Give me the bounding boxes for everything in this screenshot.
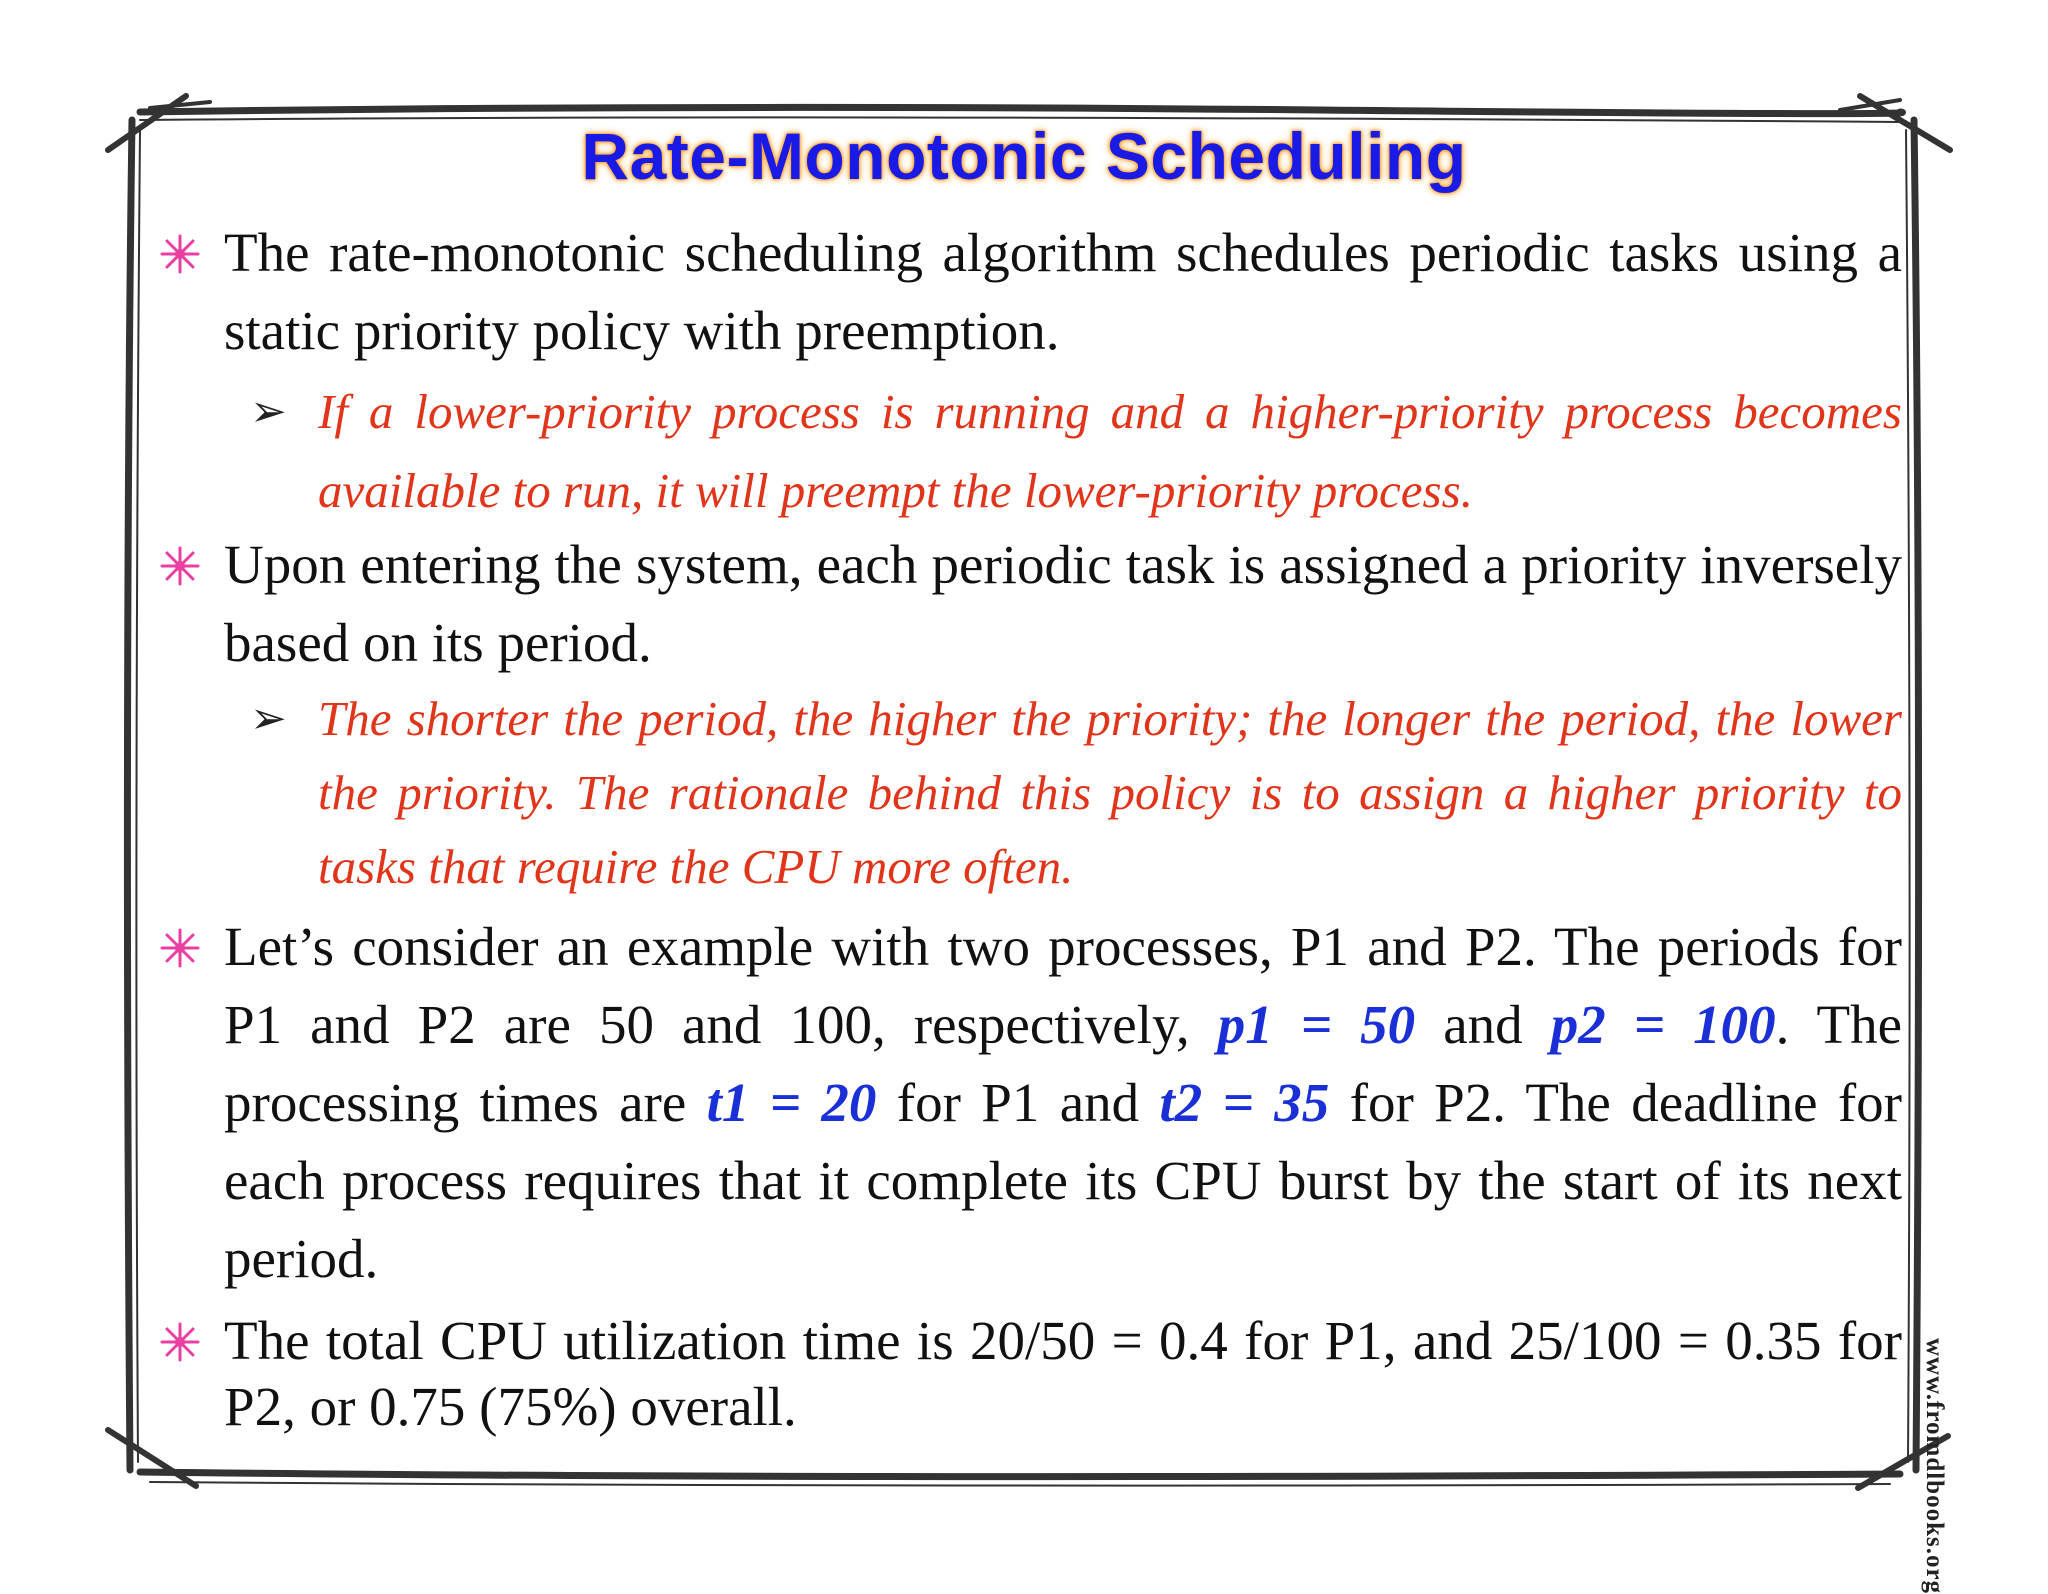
bullet-text: Upon entering the system, each periodic task is assigned a priority inversely based on its period. bbox=[224, 534, 1902, 673]
pink-snowflake-icon bbox=[158, 232, 202, 276]
bullet-text: The total CPU utilization time is 20/50 = 0.4 for P1, and 25/100 = 0.35 for P2, or 0.75 (75%) overall. bbox=[224, 1310, 1902, 1437]
highlight-p2: p2 = 100 bbox=[1550, 994, 1776, 1055]
pink-snowflake-icon bbox=[158, 926, 202, 970]
bullet-text: The rate-monotonic scheduling algorithm schedules periodic tasks using a static priority policy with preemption. bbox=[224, 222, 1902, 361]
bullet-item bbox=[158, 1308, 1902, 1440]
bullet-item bbox=[158, 908, 1902, 1298]
bullet-text-part: for P1 and bbox=[876, 1072, 1160, 1133]
bullet-text-part: and bbox=[1415, 994, 1551, 1055]
highlight-t1: t1 = 20 bbox=[706, 1072, 877, 1133]
watermark-text: www.fromdlbooks.org bbox=[1921, 1338, 1948, 1594]
pink-snowflake-icon bbox=[158, 1320, 202, 1364]
sub-bullet-item bbox=[158, 682, 1902, 904]
slide-content bbox=[158, 214, 1902, 1440]
arrow-right-icon: ➢ bbox=[250, 694, 287, 743]
highlight-p1: p1 = 50 bbox=[1217, 994, 1416, 1055]
bullet-item bbox=[158, 526, 1902, 682]
bullet-text-part: for P2. The deadline for each process requires that it complete its CPU burst by the start of its next period. bbox=[224, 1072, 1902, 1289]
sub-bullet-item bbox=[158, 372, 1902, 530]
highlight-t2: t2 = 35 bbox=[1159, 1072, 1330, 1133]
bullet-text-part: Let’s consider an example with two processes, P1 and P2. The periods for P1 and P2 are 50 and 100, respectively, bbox=[224, 916, 1902, 1055]
bullet-text-part: . The processing times are bbox=[224, 994, 1902, 1133]
pink-snowflake-icon bbox=[158, 544, 202, 588]
sub-bullet-text: The shorter the period, the higher the priority; the longer the period, the lower the priority. The rationale behind this policy is to assign a higher priority to tasks that require the CPU more often. bbox=[318, 691, 1902, 894]
slide-title: Rate-Monotonic Scheduling bbox=[581, 119, 1467, 193]
sub-bullet-text: If a lower-priority process is running and a higher-priority process becomes available to run, it will preempt the lower-priority process. bbox=[318, 384, 1902, 518]
arrow-right-icon: ➢ bbox=[250, 387, 287, 436]
bullet-item bbox=[158, 214, 1902, 370]
